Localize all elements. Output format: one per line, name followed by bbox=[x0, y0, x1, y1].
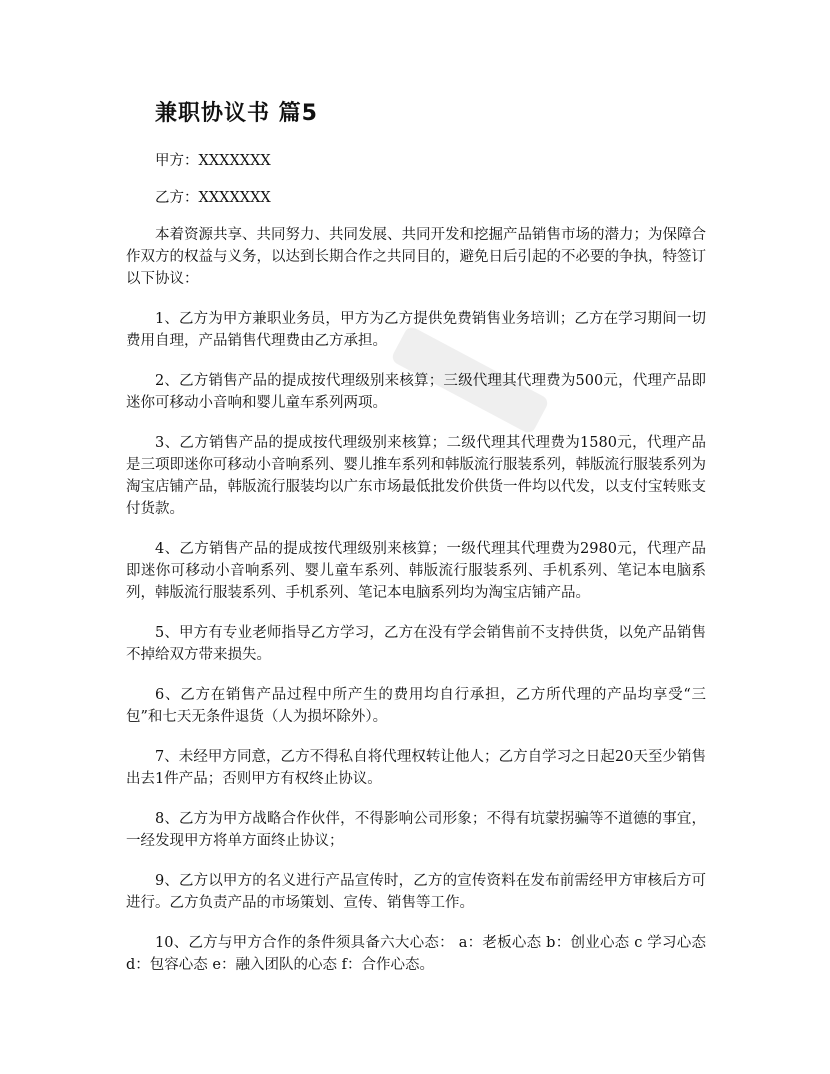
clause-6: 6、乙方在销售产品过程中所产生的费用均自行承担，乙方所代理的产品均享受“三包”和七天无条件退货（人为损坏除外）。 bbox=[126, 687, 706, 725]
party-b-line: 乙方：XXXXXXX bbox=[155, 190, 271, 206]
document-body bbox=[126, 150, 706, 994]
clause-8: 8、乙方为甲方战略合作伙伴，不得影响公司形象；不得有坑蒙拐骗等不道德的事宜，一经发现甲方将单方面终止协议； bbox=[126, 811, 706, 849]
clause-1: 1、乙方为甲方兼职业务员，甲方为乙方提供免费销售业务培训；乙方在学习期间一切费用自理，产品销售代理费由乙方承担。 bbox=[126, 311, 706, 349]
document-title: 兼职协议书 篇5 bbox=[155, 101, 318, 126]
clause-3: 3、乙方销售产品的提成按代理级别来核算；二级代理其代理费为1580元，代理产品是三项即迷你可移动小音响系列、婴儿推车系列和韩版流行服装系列，韩版流行服装系列为淘宝店铺产品，韩版流行服装均以广东市场最低批发价供货一件均以代发，以支付宝转账支付货款。 bbox=[126, 435, 706, 517]
intro-paragraph: 本着资源共享、共同努力、共同发展、共同开发和挖掘产品销售市场的潜力；为保障合作双方的权益与义务，以达到长期合作之共同目的，避免日后引起的不必要的争执，特签订以下协议： bbox=[126, 227, 706, 287]
clause-4: 4、乙方销售产品的提成按代理级别来核算；一级代理其代理费为2980元，代理产品即迷你可移动小音响系列、婴儿童车系列、韩版流行服装系列、手机系列、笔记本电脑系列，韩版流行服装系列、手机系列、笔记本电脑系列均为淘宝店铺产品。 bbox=[126, 541, 706, 601]
clause-2: 2、乙方销售产品的提成按代理级别来核算；三级代理其代理费为500元，代理产品即迷你可移动小音响和婴儿童车系列两项。 bbox=[126, 373, 706, 411]
clause-5: 5、甲方有专业老师指导乙方学习，乙方在没有学会销售前不支持供货，以免产品销售不掉给双方带来损失。 bbox=[126, 625, 706, 663]
clause-7: 7、未经甲方同意，乙方不得私自将代理权转让他人；乙方自学习之日起20天至少销售出去1件产品；否则甲方有权终止协议。 bbox=[126, 749, 706, 787]
clause-10: 10、乙方与甲方合作的条件须具备六大心态： a：老板心态 b：创业心态 c 学习心态 d：包容心态 e：融入团队的心态 f：合作心态。 bbox=[126, 935, 706, 973]
clause-9: 9、乙方以甲方的名义进行产品宣传时，乙方的宣传资料在发布前需经甲方审核后方可进行。乙方负责产品的市场策划、宣传、销售等工作。 bbox=[126, 873, 706, 911]
party-a-line: 甲方：XXXXXXX bbox=[155, 153, 271, 169]
